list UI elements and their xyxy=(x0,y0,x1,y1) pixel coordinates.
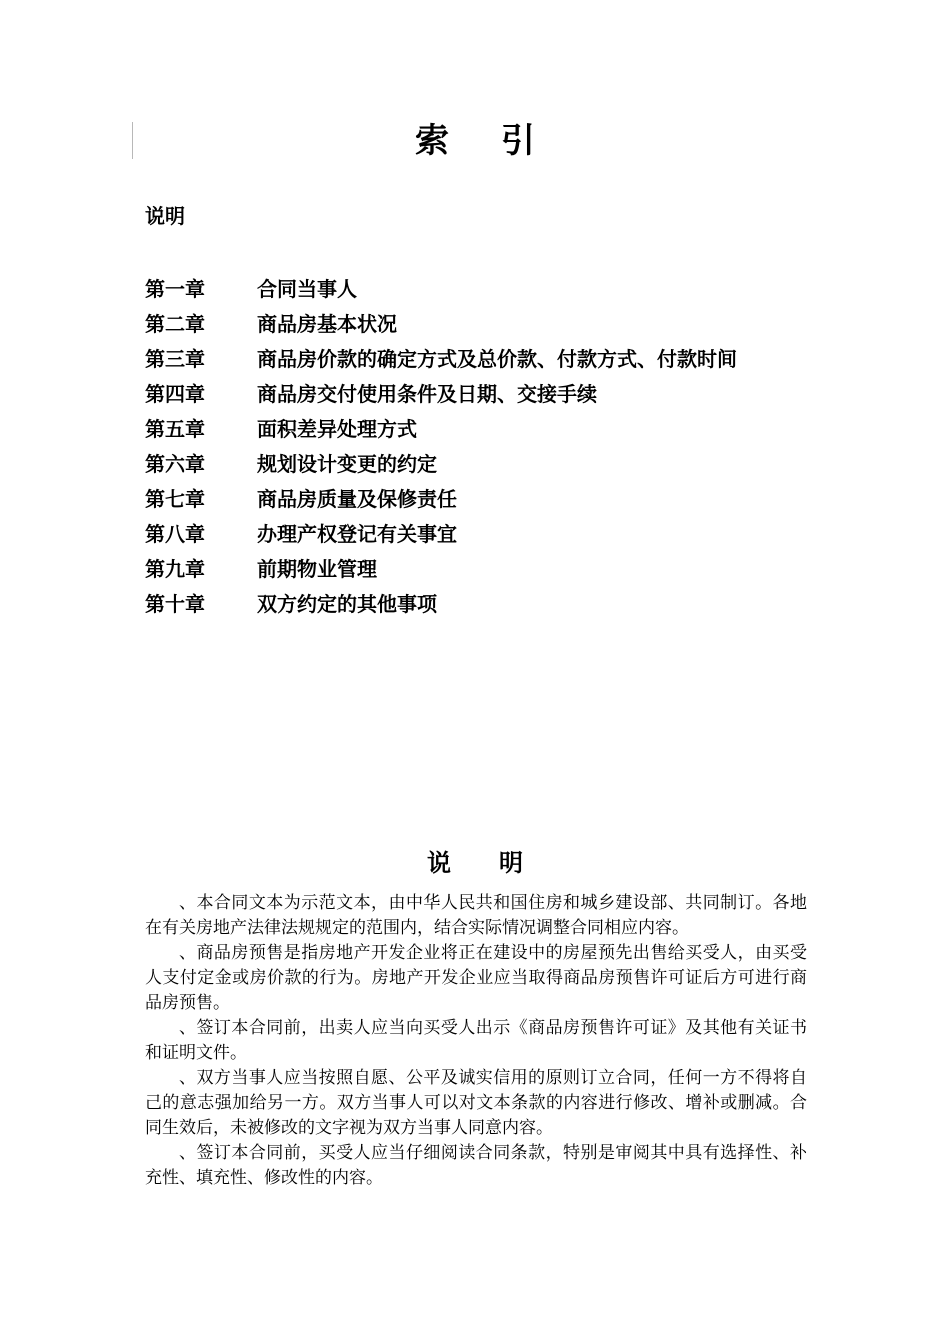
chapter-title: 合同当事人 xyxy=(257,277,357,301)
notes-paragraph: 、双方当事人应当按照自愿、公平及诚实信用的原则订立合同，任何一方不得将自己的意志强加给另一方。双方当事人可以对文本条款的内容进行修改、增补或删减。合同生效后，未被修改的文字视为双方当事人同意内容。 xyxy=(145,1068,807,1138)
chapter-number: 第八章 xyxy=(145,522,205,546)
chapter-number: 第五章 xyxy=(145,417,205,441)
chapter-number: 第十章 xyxy=(145,592,205,616)
chapter-title: 面积差异处理方式 xyxy=(257,417,417,441)
chapter-title: 商品房基本状况 xyxy=(257,312,397,336)
chapter-number: 第六章 xyxy=(145,452,205,476)
chapter-title: 规划设计变更的约定 xyxy=(257,452,437,476)
chapter-title: 商品房质量及保修责任 xyxy=(257,487,457,511)
notes-paragraph: 、商品房预售是指房地产开发企业将正在建设中的房屋预先出售给买受人，由买受人支付定金或房价款的行为。房地产开发企业应当取得商品房预售许可证后方可进行商品房预售。 xyxy=(145,943,807,1013)
toc-item-chapter-9[interactable] xyxy=(145,550,845,585)
toc-item-notes[interactable]: 说明 xyxy=(145,204,185,228)
chapter-number: 第七章 xyxy=(145,487,205,511)
toc-item-chapter-4[interactable] xyxy=(145,375,845,410)
chapter-number: 第三章 xyxy=(145,347,205,371)
notes-paragraph: 、签订本合同前，出卖人应当向买受人出示《商品房预售许可证》及其他有关证书和证明文件。 xyxy=(145,1018,807,1063)
notes-section-title: 说明 xyxy=(427,849,571,877)
toc-item-chapter-10[interactable] xyxy=(145,585,845,620)
chapter-number: 第四章 xyxy=(145,382,205,406)
chapter-number: 第二章 xyxy=(145,312,205,336)
toc-item-chapter-5[interactable] xyxy=(145,410,845,445)
chapter-title: 办理产权登记有关事宜 xyxy=(257,522,457,546)
toc-item-chapter-7[interactable] xyxy=(145,480,845,515)
notes-paragraph: 、本合同文本为示范文本，由中华人民共和国住房和城乡建设部、共同制订。各地在有关房地产法律法规规定的范围内，结合实际情况调整合同相应内容。 xyxy=(145,893,807,938)
toc-item-chapter-1[interactable] xyxy=(145,270,845,305)
toc-item-chapter-3[interactable] xyxy=(145,340,845,375)
chapter-number: 第一章 xyxy=(145,277,205,301)
chapter-title: 前期物业管理 xyxy=(257,557,377,581)
toc-item-chapter-6[interactable] xyxy=(145,445,845,480)
notes-body xyxy=(145,891,807,1191)
chapter-title: 双方约定的其他事项 xyxy=(257,592,437,616)
table-of-contents xyxy=(145,270,845,620)
toc-item-chapter-8[interactable] xyxy=(145,515,845,550)
chapter-title: 商品房交付使用条件及日期、交接手续 xyxy=(257,382,597,406)
chapter-number: 第九章 xyxy=(145,557,205,581)
chapter-title: 商品房价款的确定方式及总价款、付款方式、付款时间 xyxy=(257,347,737,371)
toc-item-chapter-2[interactable] xyxy=(145,305,845,340)
notes-paragraph: 、签订本合同前，买受人应当仔细阅读合同条款，特别是审阅其中具有选择性、补充性、填充性、修改性的内容。 xyxy=(145,1143,807,1188)
index-title: 索引 xyxy=(415,121,587,161)
